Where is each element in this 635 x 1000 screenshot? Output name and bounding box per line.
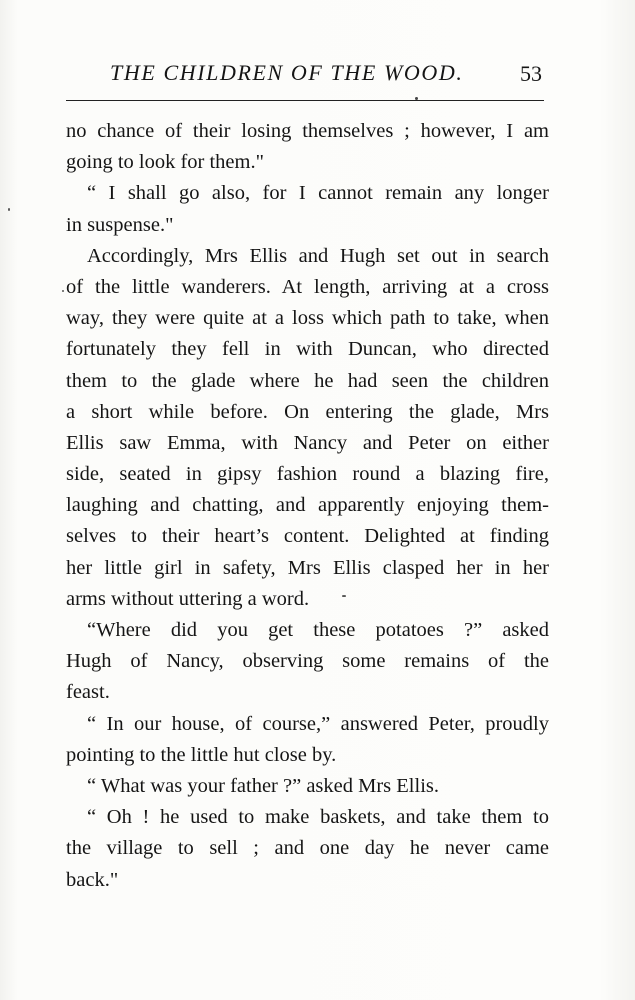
- ink-speck: [415, 97, 418, 100]
- text-line: back.": [66, 868, 119, 891]
- text-line: “ In our house, of course,” answered Peter, proudly: [87, 712, 549, 735]
- text-line: “ I shall go also, for I cannot remain any longer: [87, 182, 549, 205]
- page-number: 53: [520, 61, 542, 86]
- text-line: “Where did you get these potatoes ?” asked: [87, 619, 549, 641]
- text-line: them to the glade where he had seen the children: [66, 369, 549, 392]
- text-line: “ Oh ! he used to make baskets, and take them to: [87, 806, 549, 829]
- ink-speck: [62, 290, 64, 292]
- body-text: [66, 116, 549, 896]
- text-line: going to look for them.": [66, 151, 264, 174]
- text-line: selves to their heart’s content. Delighted at finding: [66, 525, 549, 548]
- text-line: pointing to the little hut close by.: [66, 743, 337, 766]
- text-line: of the little wanderers. At length, arriving at a cross: [66, 275, 549, 298]
- header-rule: [66, 100, 544, 101]
- text-line: feast.: [66, 681, 110, 704]
- text-line: Accordingly, Mrs Ellis and Hugh set out in search: [87, 244, 549, 267]
- text-line: the village to sell ; and one day he never came: [66, 837, 549, 860]
- text-line: laughing and chatting, and apparently enjoying them-: [66, 494, 549, 517]
- ink-speck: [8, 208, 10, 211]
- text-line: “ What was your father ?” asked Mrs Ellis.: [87, 774, 439, 797]
- running-title: THE CHILDREN OF THE WOOD.: [110, 60, 464, 85]
- text-line: arms without uttering a word.: [66, 587, 310, 610]
- ink-speck: [342, 595, 346, 597]
- text-line: in suspense.": [66, 213, 174, 236]
- text-line: her little girl in safety, Mrs Ellis clasped her in her: [66, 556, 549, 579]
- text-line: Hugh of Nancy, observing some remains of the: [66, 650, 549, 673]
- text-line: no chance of their losing themselves ; however, I am: [66, 120, 549, 142]
- text-line: fortunately they fell in with Duncan, who directed: [66, 338, 549, 361]
- text-line: Ellis saw Emma, with Nancy and Peter on either: [66, 431, 549, 454]
- text-line: way, they were quite at a loss which path to take, when: [66, 307, 549, 330]
- text-line: side, seated in gipsy fashion round a blazing fire,: [66, 463, 549, 486]
- text-line: a short while before. On entering the glade, Mrs: [66, 400, 549, 423]
- page-header: [66, 56, 546, 96]
